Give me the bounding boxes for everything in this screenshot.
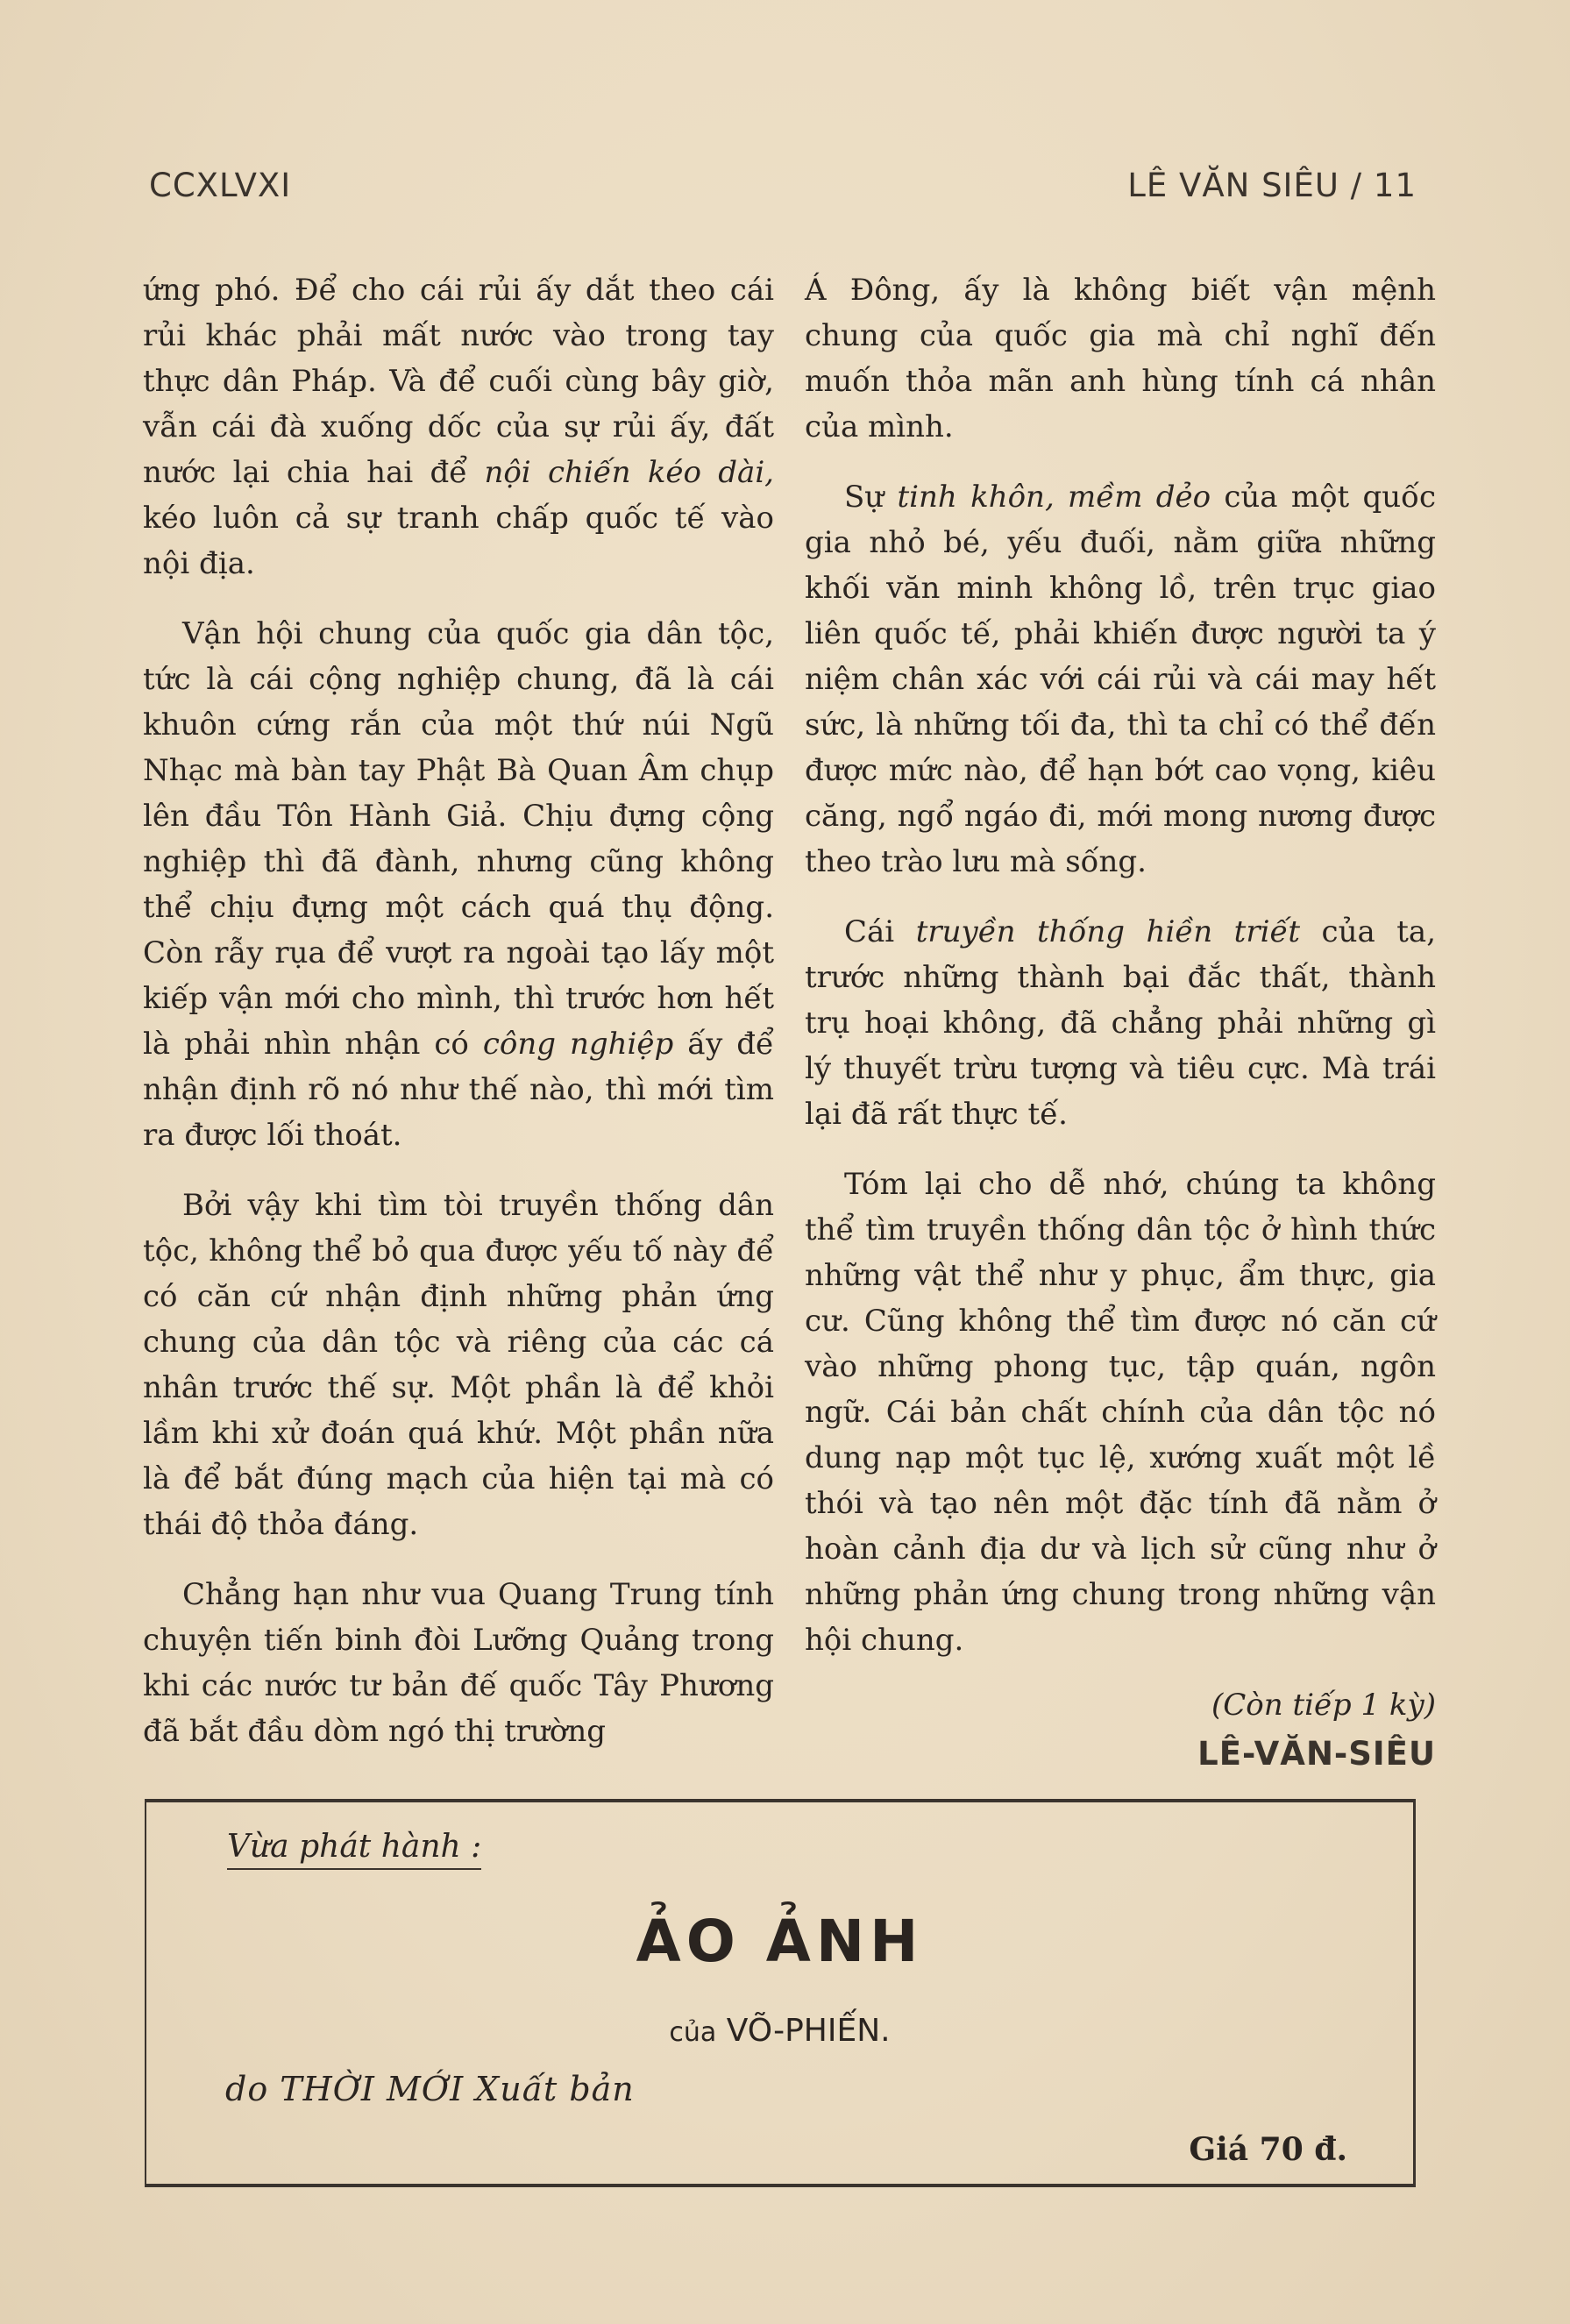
ad-book-author bbox=[146, 2013, 1413, 2049]
ad-book-title: ẢO ẢNH bbox=[636, 1908, 924, 1975]
page-header bbox=[149, 167, 1417, 204]
left-column bbox=[143, 267, 774, 1779]
header-issue-code: CCXLVXI bbox=[149, 167, 292, 204]
header-author-page: LÊ VĂN SIÊU / 11 bbox=[1127, 167, 1417, 204]
to-be-continued: (Còn tiếp 1 kỳ) bbox=[1211, 1688, 1436, 1723]
paragraph: Á Đông, ấy là không biết vận mệnh chung của quốc gia mà chỉ nghĩ đến muốn thỏa mãn anh hùng tính cá nhân của mình. bbox=[805, 273, 1436, 444]
paragraph: Vận hội chung của quốc gia dân tộc, tức là cái cộng nghiệp chung, đã là cái khuôn cứng rắn của một thứ núi Ngũ Nhạc mà bàn tay Phật Bà Quan Âm chụp lên đầu Tôn Hành Giả. Chịu đựng cộng nghiệp thì đã đành, nhưng cũng không thể chịu đựng một cách quá thụ động. Còn rẫy rụa để vượt ra ngoài tạo lấy một kiếp vận mới cho mình, thì trước hơn hết là phải nhìn nhận có công nghiệp ấy để nhận định rõ nó như thế nào, thì mới tìm ra được lối thoát. bbox=[143, 616, 774, 1153]
paragraph: Sự tinh khôn, mềm dẻo của một quốc gia nhỏ bé, yếu đuối, nằm giữa những khối văn minh không lồ, trên trục giao liên quốc tế, phải khiến được người ta ý niệm chân xác với cái rủi và cái may hết sức, là những tối đa, thì ta chỉ có thể đến được mức nào, để hạn bớt cao vọng, kiêu căng, ngổ ngáo đi, mới mong nương được theo trào lưu mà sống. bbox=[805, 480, 1436, 879]
right-column bbox=[805, 267, 1436, 1777]
book-advertisement bbox=[145, 1799, 1416, 2187]
paragraph: ứng phó. Để cho cái rủi ấy dắt theo cái rủi khác phải mất nước vào trong tay thực dân Pháp. Và để cuối cùng bây giờ, vẫn cái đà xuống dốc của sự rủi ấy, đất nước lại chia hai để nội chiến kéo dài, kéo luôn cả sự tranh chấp quốc tế vào nội địa. bbox=[143, 273, 774, 581]
paragraph: Cái truyền thống hiền triết của ta, trước những thành bại đắc thất, thành trụ hoại không, đã chẳng phải những gì lý thuyết trừu tượng và tiêu cực. Mà trái lại đã rất thực tế. bbox=[805, 914, 1437, 1132]
ad-intro: Vừa phát hành : bbox=[227, 1829, 481, 1870]
paragraph: Bởi vậy khi tìm tòi truyền thống dân tộc, không thể bỏ qua được yếu tố này để có căn cứ nhận định những phản ứng chung của dân tộc và riêng của các cá nhân trước thế sự. Một phần là để khỏi lầm khi xử đoán quá khứ. Một phần nữa là để bắt đúng mạch của hiện tại mà có thái độ thỏa đáng. bbox=[143, 1188, 774, 1542]
ad-author-name: VÕ-PHIẾN. bbox=[726, 2013, 891, 2049]
paragraph: Tóm lại cho dễ nhớ, chúng ta không thể tìm truyền thống dân tộc ở hình thức những vật thể như y phục, ẩm thực, gia cư. Cũng không thể tìm được nó căn cứ vào những phong tục, tập quán, ngôn ngữ. Cái bản chất chính của dân tộc nó dung nạp một tục lệ, xướng xuất một lề thói và tạo nên một đặc tính đã nằm ở hoàn cảnh địa dư và lịch sử cũng như ở những phản ứng chung trong những vận hội chung. bbox=[805, 1167, 1436, 1658]
ad-of-label: của bbox=[669, 2017, 717, 2048]
ad-price: Giá 70 đ. bbox=[1189, 2131, 1347, 2168]
paragraph: Chẳng hạn như vua Quang Trung tính chuyện tiến binh đòi Lưỡng Quảng trong khi các nước tư bản đế quốc Tây Phương đã bắt đầu dòm ngó thị trường bbox=[143, 1577, 774, 1749]
ad-publisher: do THỜI MỚI Xuất bản bbox=[225, 2070, 635, 2108]
article-author: LÊ-VĂN-SIÊU bbox=[1197, 1735, 1436, 1773]
